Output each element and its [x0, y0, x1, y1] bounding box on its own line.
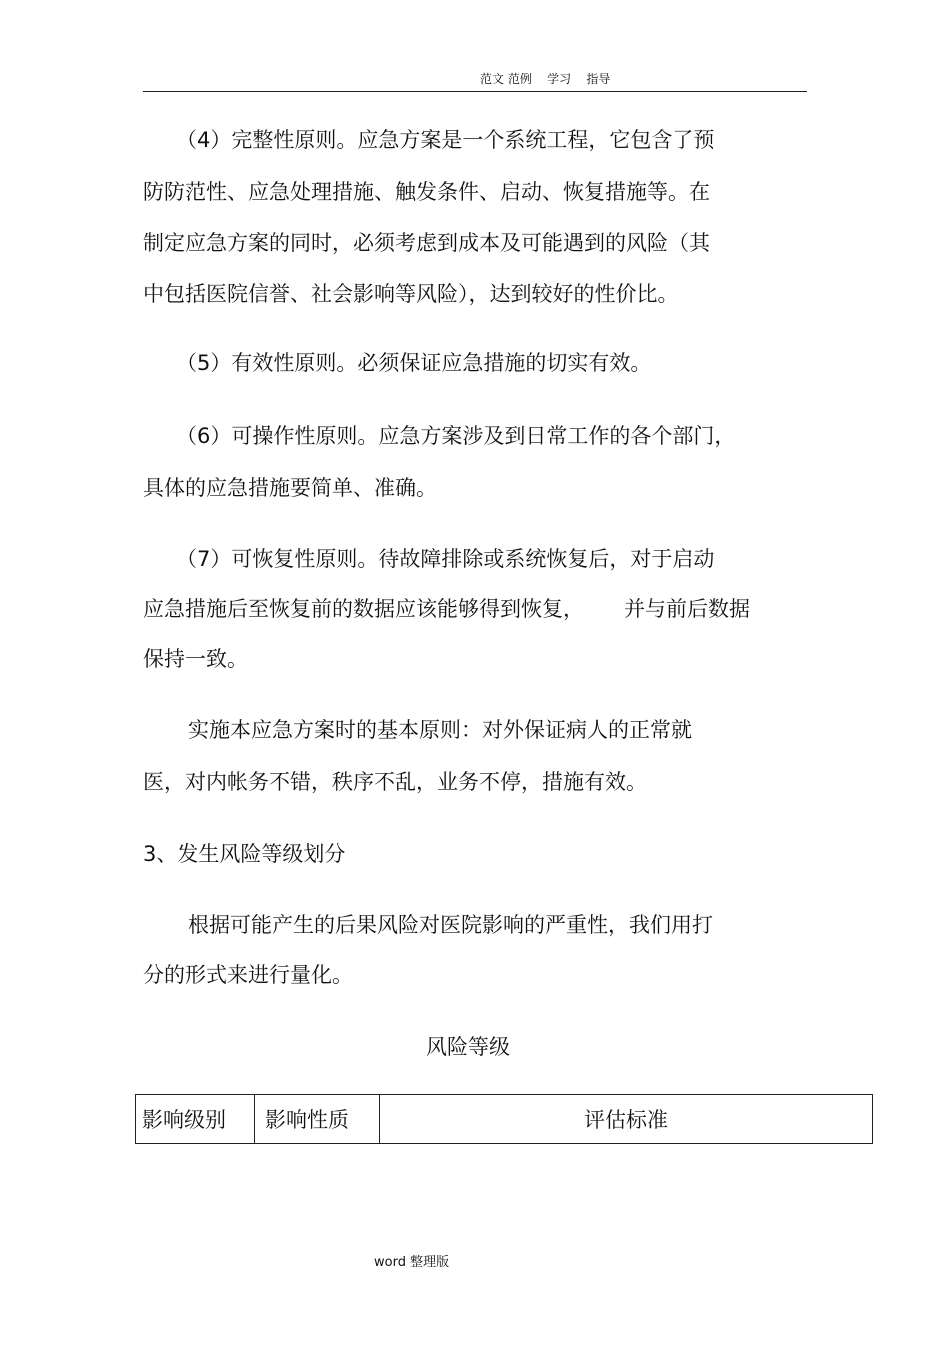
risk-level-table	[135, 1094, 873, 1144]
basic-principle-line-1: 实施本应急方案时的基本原则：对外保证病人的正常就	[188, 718, 692, 742]
paragraph-4-line-3: 制定应急方案的同时，必须考虑到成本及可能遇到的风险（其	[143, 231, 710, 255]
section-3-body-line-1: 根据可能产生的后果风险对医院影响的严重性，我们用打	[188, 913, 713, 937]
section-3-heading: 3、发生风险等级划分	[143, 842, 346, 866]
paragraph-7-line-1: （7）可恢复性原则。待故障排除或系统恢复后，对于启动	[176, 547, 715, 571]
page-footer: word 整理版	[374, 1255, 450, 1270]
paragraph-6-line-2: 具体的应急措施要简单、准确。	[143, 476, 437, 500]
paragraph-7-line-3: 保持一致。	[143, 647, 248, 671]
header-divider	[143, 91, 807, 92]
paragraph-7-line-2: 应急措施后至恢复前的数据应该能够得到恢复， 并与前后数据	[143, 597, 751, 621]
paragraph-6-line-1: （6）可操作性原则。应急方案涉及到日常工作的各个部门，	[176, 424, 736, 448]
paragraph-4-line-4: 中包括医院信誉、社会影响等风险），达到较好的性价比。	[143, 282, 679, 306]
table-header-impact-level: 影响级别	[142, 1108, 226, 1132]
paragraph-4-line-1: （4）完整性原则。应急方案是一个系统工程，它包含了预	[176, 128, 715, 152]
basic-principle-line-2: 医，对内帐务不错，秩序不乱，业务不停，措施有效。	[143, 770, 647, 794]
paragraph-5-line-1: （5）有效性原则。必须保证应急措施的切实有效。	[176, 351, 652, 375]
section-3-body-line-2: 分的形式来进行量化。	[143, 963, 353, 987]
table-title: 风险等级	[426, 1035, 510, 1059]
page-header: 范文 范例 学习 指导	[480, 72, 611, 86]
table-header-impact-nature: 影响性质	[254, 1095, 379, 1143]
paragraph-4-line-2: 防防范性、应急处理措施、触发条件、启动、恢复措施等。在	[143, 180, 710, 204]
table-header-assessment-criteria: 评估标准	[379, 1095, 872, 1143]
